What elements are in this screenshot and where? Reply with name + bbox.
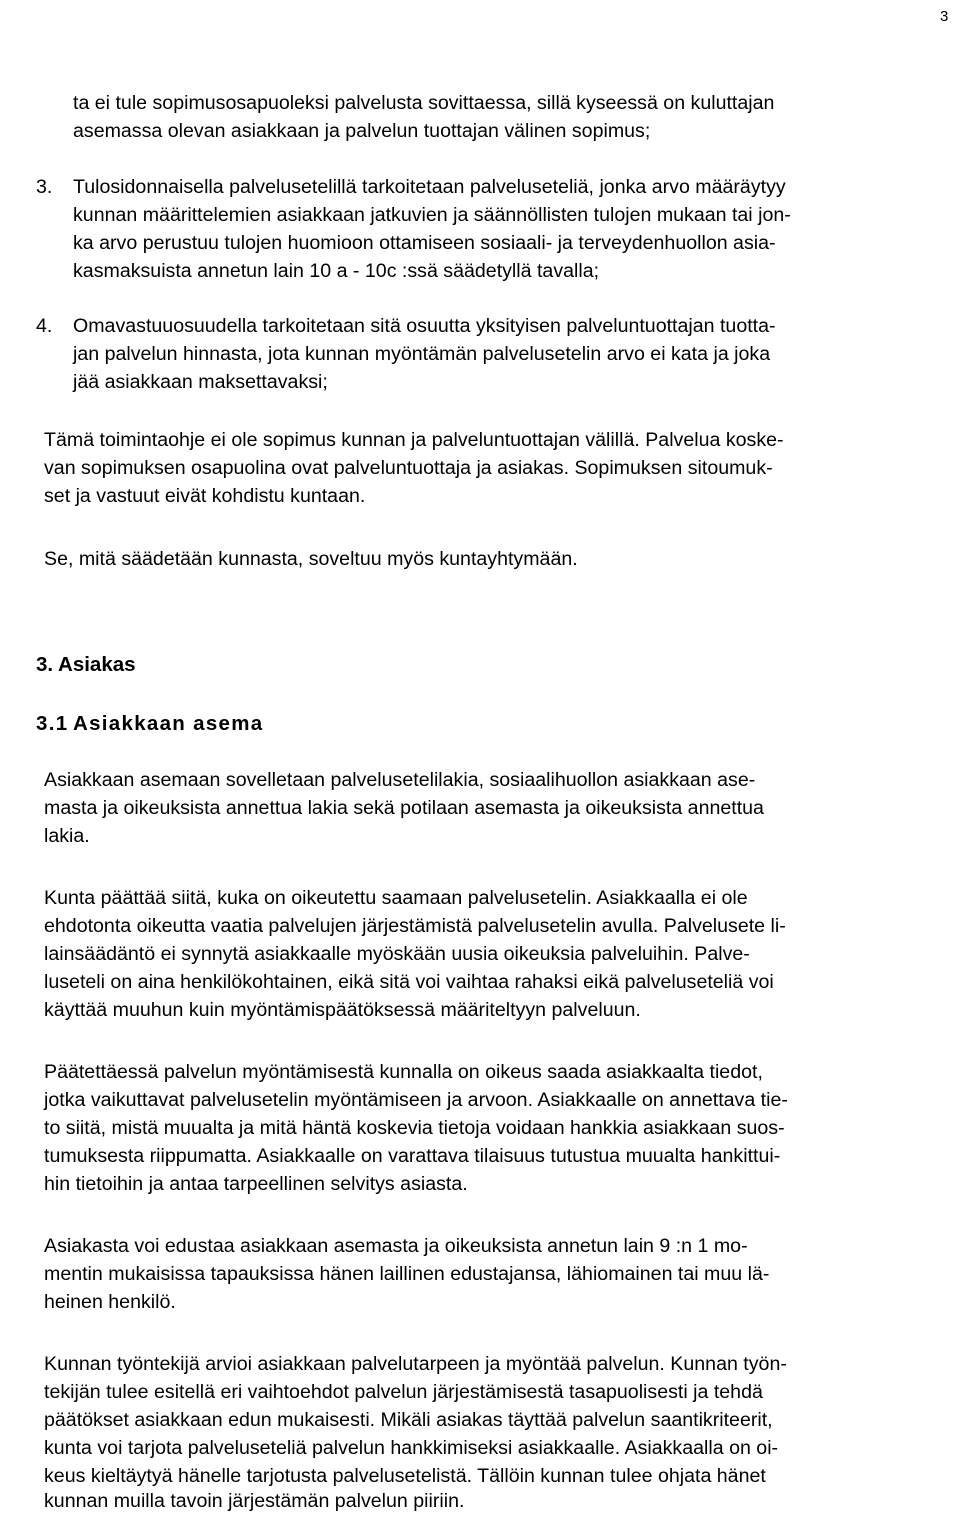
paragraph-tiedot-line-2: jotka vaikuttavat palvelusetelin myöntämiseen ja arvoon. Asiakkaalle on annettava tie- [44,1089,788,1111]
paragraph-tyontekija-line-4: kunta voi tarjota palveluseteliä palvelun hankkimiseksi asiakkaalle. Asiakkaalla on oi- [44,1437,779,1459]
paragraph-tyontekija-line-2: tekijän tulee esitellä eri vaihtoehdot palvelun järjestämisestä tasapuolisesti ja tehdä [44,1381,763,1403]
item-4-line-1: Omavastuuosuudella tarkoitetaan sitä osuutta yksityisen palveluntuottajan tuotta- [73,315,776,337]
item-4-line-2: jan palvelun hinnasta, jota kunnan myöntämän palvelusetelin arvo ei kata ja joka [73,343,771,365]
paragraph-paattaa-line-2: ehdotonta oikeutta vaatia palvelujen järjestämistä palvelusetelin avulla. Palvelusete li- [44,915,786,937]
paragraph-edustus-line-1: Asiakasta voi edustaa asiakkaan asemasta ja oikeuksista annetun lain 9 :n 1 mo- [44,1235,748,1257]
item-3-number: 3. [36,176,53,198]
item-3-line-3: ka arvo perustuu tulojen huomioon ottamiseen sosiaali- ja terveydenhuollon asia- [73,232,776,254]
item-4-line-3: jää asiakkaan maksettavaksi; [73,371,328,393]
paragraph-tyontekija-line-3: päätökset asiakkaan edun mukaisesti. Mikäli asiakas täyttää palvelun saantikriteerit, [44,1409,773,1431]
paragraph-tyontekija-line-1: Kunnan työntekijä arvioi asiakkaan palvelutarpeen ja myöntää palvelun. Kunnan työn- [44,1353,787,1375]
paragraph-asema-line-3: lakia. [44,825,90,847]
paragraph-tyontekija-line-5: keus kieltäytyä hänelle tarjotusta palvelusetelistä. Tällöin kunnan tulee ohjata hänet [44,1465,766,1487]
page-number: 3 [940,8,949,25]
section-heading: 3. Asiakas [36,653,136,676]
subsection-number: 3.1 [36,712,69,735]
paragraph-paattaa-line-5: käyttää muuhun kuin myöntämispäätöksessä määriteltyyn palveluun. [44,999,641,1021]
item-3-line-4: kasmaksuista annetun lain 10 a - 10c :ssä säädetyllä tavalla; [73,260,600,282]
subsection-title: Asiakkaan asema [73,712,264,735]
paragraph-edustus-line-2: mentin mukaisissa tapauksissa hänen laillinen edustajansa, lähiomainen tai muu lä- [44,1263,770,1285]
paragraph-ohje-line-3: set ja vastuut eivät kohdistu kuntaan. [44,485,366,507]
paragraph-paattaa-line-1: Kunta päättää siitä, kuka on oikeutettu saamaan palvelusetelin. Asiakkaalla ei ole [44,887,748,909]
paragraph-ohje-line-2: van sopimuksen osapuolina ovat palveluntuottaja ja asiakas. Sopimuksen sitoumuk- [44,457,773,479]
item-continuation-line-1: ta ei tule sopimusosapuoleksi palvelusta sovittaessa, sillä kyseessä on kuluttajan [73,92,775,114]
paragraph-kunta-line-1: Se, mitä säädetään kunnasta, soveltuu myös kuntayhtymään. [44,548,578,570]
paragraph-paattaa-line-4: luseteli on aina henkilökohtainen, eikä sitä voi vaihtaa rahaksi eikä palveluseteliä voi [44,971,774,993]
paragraph-ohje-line-1: Tämä toimintaohje ei ole sopimus kunnan ja palveluntuottajan välillä. Palvelua koske- [44,429,784,451]
paragraph-paattaa-line-3: lainsäädäntö ei synnytä asiakkaalle myöskään uusia oikeuksia palveluihin. Palve- [44,943,750,965]
paragraph-tyontekija-line-6: kunnan muilla tavoin järjestämän palvelun piiriin. [44,1490,465,1512]
paragraph-tiedot-line-4: tumuksesta riippumatta. Asiakkaalle on varattava tilaisuus tutustua muualta hankittui- [44,1145,781,1167]
paragraph-edustus-line-3: heinen henkilö. [44,1291,176,1313]
paragraph-tiedot-line-3: to siitä, mistä muualta ja mitä häntä koskevia tietoja voidaan hankkia asiakkaan suos- [44,1117,785,1139]
item-3-line-2: kunnan määrittelemien asiakkaan jatkuvien ja säännöllisten tulojen mukaan tai jon- [73,204,791,226]
item-continuation-line-2: asemassa olevan asiakkaan ja palvelun tuottajan välinen sopimus; [73,120,651,142]
item-4-number: 4. [36,315,53,337]
item-3-line-1: Tulosidonnaisella palvelusetelillä tarkoitetaan palveluseteliä, jonka arvo määräytyy [73,176,786,198]
paragraph-tiedot-line-1: Päätettäessä palvelun myöntämisestä kunnalla on oikeus saada asiakkaalta tiedot, [44,1061,763,1083]
paragraph-tiedot-line-5: hin tietoihin ja antaa tarpeellinen selvitys asiasta. [44,1173,468,1195]
paragraph-asema-line-1: Asiakkaan asemaan sovelletaan palvelusetelilakia, sosiaalihuollon asiakkaan ase- [44,769,756,791]
paragraph-asema-line-2: masta ja oikeuksista annettua lakia sekä potilaan asemasta ja oikeuksista annettua [44,797,764,819]
